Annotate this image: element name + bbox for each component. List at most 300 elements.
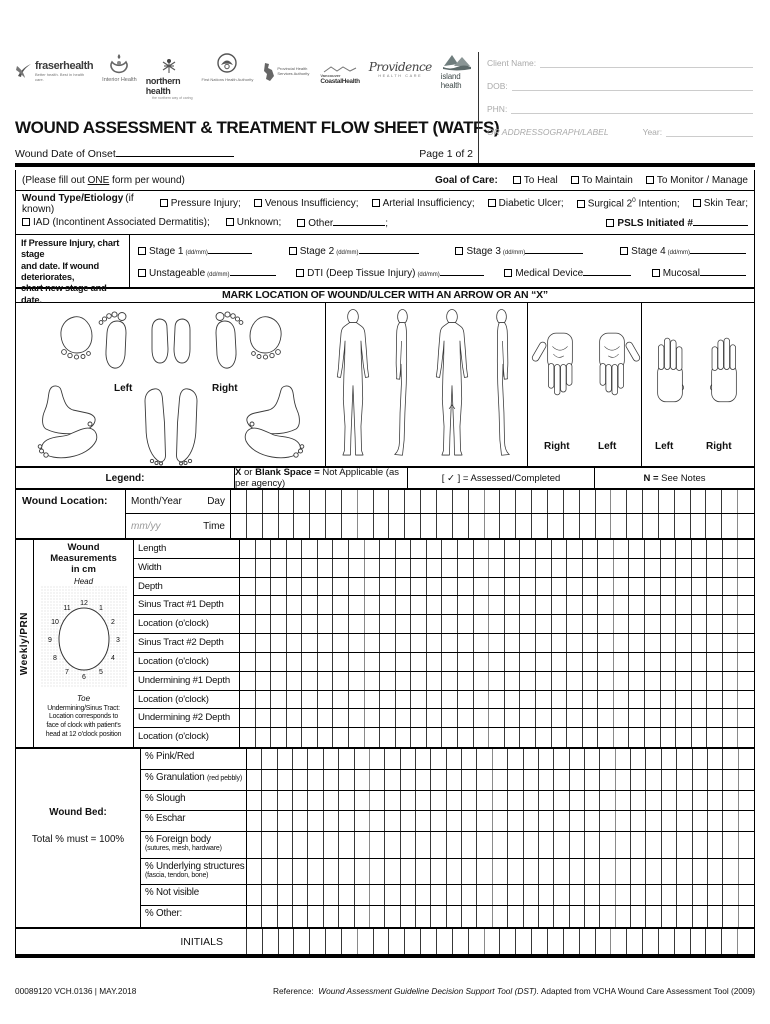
- grid-cell[interactable]: [342, 514, 358, 538]
- grid-cell[interactable]: [401, 832, 416, 858]
- grid-cell[interactable]: [324, 811, 339, 831]
- grid-cell[interactable]: [723, 709, 739, 727]
- grid-cell[interactable]: [598, 559, 614, 577]
- grid-cell[interactable]: [442, 672, 458, 690]
- grid-cell[interactable]: [643, 490, 659, 513]
- grid-cell[interactable]: [485, 929, 501, 954]
- grid-cell[interactable]: [631, 749, 646, 769]
- grid-cell[interactable]: [308, 770, 323, 790]
- grid-cell[interactable]: [333, 540, 349, 558]
- grid-cell[interactable]: [342, 929, 358, 954]
- grid-cell[interactable]: [661, 559, 677, 577]
- grid-cell[interactable]: [458, 578, 474, 596]
- grid-cell[interactable]: [339, 811, 354, 831]
- grid-cell[interactable]: [493, 832, 508, 858]
- medical-device-field[interactable]: [583, 266, 631, 276]
- grid-cell[interactable]: [355, 859, 370, 885]
- grid-cell[interactable]: [693, 906, 708, 927]
- grid-cell[interactable]: [585, 859, 600, 885]
- grid-cell[interactable]: [263, 490, 279, 513]
- grid-cell[interactable]: [645, 540, 661, 558]
- grid-cell[interactable]: [662, 749, 677, 769]
- grid-cell[interactable]: [493, 859, 508, 885]
- grid-cell[interactable]: [247, 749, 262, 769]
- grid-cell[interactable]: [520, 691, 536, 709]
- grid-cell[interactable]: [616, 791, 631, 811]
- grid-cell[interactable]: [738, 615, 754, 633]
- grid-cell[interactable]: [474, 672, 490, 690]
- grid-cell[interactable]: [477, 749, 492, 769]
- grid-cell[interactable]: [333, 709, 349, 727]
- grid-cell[interactable]: [287, 709, 303, 727]
- grid-cell[interactable]: [302, 615, 318, 633]
- grid-cell[interactable]: [477, 770, 492, 790]
- grid-cell[interactable]: [256, 596, 272, 614]
- grid-cell[interactable]: [380, 691, 396, 709]
- grid-cell[interactable]: [469, 929, 485, 954]
- grid-cell[interactable]: [707, 672, 723, 690]
- grid-cell[interactable]: [271, 596, 287, 614]
- stage-4-date-field[interactable]: [690, 244, 746, 254]
- grid-cell[interactable]: [738, 540, 754, 558]
- grid-cell[interactable]: [646, 770, 661, 790]
- grid-cell[interactable]: [365, 709, 381, 727]
- grid-cell[interactable]: [365, 559, 381, 577]
- grid-cell[interactable]: [358, 514, 374, 538]
- grid-cell[interactable]: [536, 540, 552, 558]
- grid-cell[interactable]: [693, 749, 708, 769]
- diabetic-ulcer-checkbox[interactable]: [488, 199, 496, 207]
- grid-cell[interactable]: [458, 653, 474, 671]
- grid-cell[interactable]: [442, 728, 458, 747]
- grid-cell[interactable]: [548, 514, 564, 538]
- grid-cell[interactable]: [349, 615, 365, 633]
- grid-cell[interactable]: [552, 634, 568, 652]
- grid-cell[interactable]: [676, 596, 692, 614]
- grid-cell[interactable]: [677, 791, 692, 811]
- grid-cell[interactable]: [614, 578, 630, 596]
- grid-cell[interactable]: [583, 691, 599, 709]
- grid-cell[interactable]: [536, 653, 552, 671]
- grid-cell[interactable]: [442, 596, 458, 614]
- grid-cell[interactable]: [247, 490, 263, 513]
- grid-cell[interactable]: [411, 615, 427, 633]
- stage-2-checkbox[interactable]: [289, 247, 297, 255]
- grid-cell[interactable]: [614, 634, 630, 652]
- grid-cell[interactable]: [318, 615, 334, 633]
- grid-cell[interactable]: [505, 691, 521, 709]
- grid-cell[interactable]: [627, 514, 643, 538]
- grid-cell[interactable]: [643, 929, 659, 954]
- grid-cell[interactable]: [293, 906, 308, 927]
- grid-cell[interactable]: [349, 578, 365, 596]
- grid-cell[interactable]: [508, 811, 523, 831]
- grid-cell[interactable]: [462, 791, 477, 811]
- psls-checkbox[interactable]: [606, 219, 614, 227]
- grid-cell[interactable]: [631, 859, 646, 885]
- grid-cell[interactable]: [676, 728, 692, 747]
- grid-cell[interactable]: [396, 559, 412, 577]
- grid-cell[interactable]: [302, 596, 318, 614]
- grid-cell[interactable]: [598, 596, 614, 614]
- grid-cell[interactable]: [365, 691, 381, 709]
- grid-cell[interactable]: [631, 791, 646, 811]
- grid-cell[interactable]: [411, 559, 427, 577]
- grid-cell[interactable]: [485, 490, 501, 513]
- grid-cell[interactable]: [629, 728, 645, 747]
- grid-cell[interactable]: [676, 615, 692, 633]
- grid-cell[interactable]: [318, 672, 334, 690]
- grid-cell[interactable]: [539, 885, 554, 905]
- grid-cell[interactable]: [629, 596, 645, 614]
- grid-cell[interactable]: [693, 885, 708, 905]
- grid-cell[interactable]: [374, 490, 390, 513]
- grid-cell[interactable]: [552, 540, 568, 558]
- grid-cell[interactable]: [677, 885, 692, 905]
- grid-cell[interactable]: [600, 859, 615, 885]
- grid-cell[interactable]: [308, 791, 323, 811]
- grid-cell[interactable]: [380, 578, 396, 596]
- grid-cell[interactable]: [355, 832, 370, 858]
- grid-cell[interactable]: [616, 906, 631, 927]
- grid-cell[interactable]: [661, 728, 677, 747]
- grid-cell[interactable]: [293, 885, 308, 905]
- grid-cell[interactable]: [401, 885, 416, 905]
- grid-cell[interactable]: [385, 885, 400, 905]
- grid-cell[interactable]: [401, 811, 416, 831]
- grid-cell[interactable]: [659, 929, 675, 954]
- other-field[interactable]: [333, 216, 385, 226]
- wound-date-field[interactable]: [116, 147, 234, 157]
- grid-cell[interactable]: [416, 811, 431, 831]
- grid-cell[interactable]: [278, 749, 293, 769]
- grid-cell[interactable]: [646, 885, 661, 905]
- grid-cell[interactable]: [469, 490, 485, 513]
- grid-cell[interactable]: [631, 811, 646, 831]
- grid-cell[interactable]: [520, 634, 536, 652]
- grid-cell[interactable]: [405, 929, 421, 954]
- grid-cell[interactable]: [676, 653, 692, 671]
- grid-cell[interactable]: [247, 906, 262, 927]
- grid-cell[interactable]: [677, 859, 692, 885]
- grid-cell[interactable]: [318, 691, 334, 709]
- grid-cell[interactable]: [302, 578, 318, 596]
- grid-cell[interactable]: [458, 634, 474, 652]
- grid-cell[interactable]: [629, 653, 645, 671]
- grid-cell[interactable]: [693, 832, 708, 858]
- grid-cell[interactable]: [552, 709, 568, 727]
- grid-cell[interactable]: [380, 540, 396, 558]
- grid-cell[interactable]: [567, 615, 583, 633]
- grid-cell[interactable]: [247, 770, 262, 790]
- grid-cell[interactable]: [474, 653, 490, 671]
- grid-cell[interactable]: [564, 514, 580, 538]
- grid-cell[interactable]: [349, 540, 365, 558]
- grid-cell[interactable]: [614, 653, 630, 671]
- grid-cell[interactable]: [271, 653, 287, 671]
- grid-cell[interactable]: [442, 691, 458, 709]
- grid-cell[interactable]: [524, 832, 539, 858]
- grid-cell[interactable]: [385, 770, 400, 790]
- grid-cell[interactable]: [723, 885, 738, 905]
- grid-cell[interactable]: [349, 596, 365, 614]
- grid-cell[interactable]: [458, 672, 474, 690]
- grid-cell[interactable]: [508, 791, 523, 811]
- grid-cell[interactable]: [333, 578, 349, 596]
- grid-cell[interactable]: [598, 578, 614, 596]
- grid-cell[interactable]: [489, 653, 505, 671]
- grid-cell[interactable]: [614, 672, 630, 690]
- grid-cell[interactable]: [349, 672, 365, 690]
- grid-cell[interactable]: [256, 578, 272, 596]
- grid-cell[interactable]: [520, 728, 536, 747]
- grid-cell[interactable]: [411, 540, 427, 558]
- grid-cell[interactable]: [629, 615, 645, 633]
- grid-cell[interactable]: [240, 540, 256, 558]
- grid-cell[interactable]: [567, 672, 583, 690]
- grid-cell[interactable]: [676, 634, 692, 652]
- grid-cell[interactable]: [691, 514, 707, 538]
- grid-cell[interactable]: [374, 929, 390, 954]
- grid-cell[interactable]: [262, 859, 277, 885]
- grid-cell[interactable]: [520, 578, 536, 596]
- dti-checkbox[interactable]: [296, 269, 304, 277]
- grid-cell[interactable]: [256, 653, 272, 671]
- grid-cell[interactable]: [287, 653, 303, 671]
- year-field[interactable]: [666, 128, 753, 137]
- grid-cell[interactable]: [294, 490, 310, 513]
- grid-cell[interactable]: [302, 559, 318, 577]
- grid-cell[interactable]: [539, 811, 554, 831]
- grid-cell[interactable]: [552, 615, 568, 633]
- grid-cell[interactable]: [380, 559, 396, 577]
- grid-cell[interactable]: [411, 578, 427, 596]
- grid-cell[interactable]: [661, 691, 677, 709]
- grid-cell[interactable]: [536, 615, 552, 633]
- grid-cell[interactable]: [692, 691, 708, 709]
- grid-cell[interactable]: [401, 859, 416, 885]
- grid-cell[interactable]: [318, 709, 334, 727]
- grid-cell[interactable]: [333, 634, 349, 652]
- grid-cell[interactable]: [708, 749, 723, 769]
- palm-hands-panel[interactable]: [528, 303, 642, 466]
- grid-cell[interactable]: [401, 791, 416, 811]
- grid-cell[interactable]: [708, 859, 723, 885]
- grid-cell[interactable]: [520, 540, 536, 558]
- grid-cell[interactable]: [477, 859, 492, 885]
- grid-cell[interactable]: [401, 770, 416, 790]
- grid-cell[interactable]: [631, 770, 646, 790]
- grid-cell[interactable]: [708, 885, 723, 905]
- grid-cell[interactable]: [427, 559, 443, 577]
- grid-cell[interactable]: [692, 672, 708, 690]
- grid-cell[interactable]: [339, 749, 354, 769]
- grid-cell[interactable]: [389, 514, 405, 538]
- grid-cell[interactable]: [247, 811, 262, 831]
- grid-cell[interactable]: [462, 749, 477, 769]
- grid-cell[interactable]: [645, 634, 661, 652]
- grid-cell[interactable]: [380, 596, 396, 614]
- grid-cell[interactable]: [447, 811, 462, 831]
- unstageable-checkbox[interactable]: [138, 269, 146, 277]
- grid-cell[interactable]: [411, 634, 427, 652]
- grid-cell[interactable]: [294, 929, 310, 954]
- grid-cell[interactable]: [287, 540, 303, 558]
- grid-cell[interactable]: [349, 691, 365, 709]
- dorsal-hands-panel[interactable]: [642, 303, 754, 466]
- grid-cell[interactable]: [240, 615, 256, 633]
- grid-cell[interactable]: [442, 540, 458, 558]
- grid-cell[interactable]: [629, 559, 645, 577]
- grid-cell[interactable]: [646, 749, 661, 769]
- grid-cell[interactable]: [489, 691, 505, 709]
- grid-cell[interactable]: [411, 691, 427, 709]
- grid-cell[interactable]: [627, 490, 643, 513]
- grid-cell[interactable]: [355, 770, 370, 790]
- pressure-injury-checkbox[interactable]: [160, 199, 168, 207]
- grid-cell[interactable]: [532, 929, 548, 954]
- stage-3-date-field[interactable]: [525, 244, 583, 254]
- grid-cell[interactable]: [676, 559, 692, 577]
- grid-cell[interactable]: [738, 596, 754, 614]
- grid-cell[interactable]: [722, 490, 738, 513]
- grid-cell[interactable]: [380, 728, 396, 747]
- to-monitor-checkbox[interactable]: [646, 176, 654, 184]
- grid-cell[interactable]: [447, 791, 462, 811]
- grid-cell[interactable]: [646, 811, 661, 831]
- grid-cell[interactable]: [333, 596, 349, 614]
- grid-cell[interactable]: [614, 559, 630, 577]
- unstageable-date-field[interactable]: [230, 266, 276, 276]
- grid-cell[interactable]: [349, 653, 365, 671]
- grid-cell[interactable]: [627, 929, 643, 954]
- grid-cell[interactable]: [339, 770, 354, 790]
- grid-cell[interactable]: [416, 859, 431, 885]
- grid-cell[interactable]: [567, 559, 583, 577]
- grid-cell[interactable]: [385, 791, 400, 811]
- grid-cell[interactable]: [447, 832, 462, 858]
- grid-cell[interactable]: [489, 728, 505, 747]
- grid-cell[interactable]: [247, 929, 263, 954]
- grid-cell[interactable]: [536, 634, 552, 652]
- grid-cell[interactable]: [600, 749, 615, 769]
- grid-cell[interactable]: [536, 672, 552, 690]
- grid-cell[interactable]: [339, 906, 354, 927]
- grid-cell[interactable]: [611, 929, 627, 954]
- grid-cell[interactable]: [676, 672, 692, 690]
- grid-cell[interactable]: [661, 634, 677, 652]
- grid-cell[interactable]: [278, 885, 293, 905]
- grid-cell[interactable]: [707, 634, 723, 652]
- grid-cell[interactable]: [324, 859, 339, 885]
- grid-cell[interactable]: [723, 749, 738, 769]
- grid-cell[interactable]: [278, 906, 293, 927]
- grid-cell[interactable]: [271, 728, 287, 747]
- mucosal-checkbox[interactable]: [652, 269, 660, 277]
- grid-cell[interactable]: [676, 709, 692, 727]
- grid-cell[interactable]: [396, 653, 412, 671]
- dob-field[interactable]: [512, 82, 753, 91]
- grid-cell[interactable]: [552, 653, 568, 671]
- grid-cell[interactable]: [524, 749, 539, 769]
- grid-cell[interactable]: [677, 749, 692, 769]
- grid-cell[interactable]: [339, 791, 354, 811]
- grid-cell[interactable]: [396, 615, 412, 633]
- grid-cell[interactable]: [278, 832, 293, 858]
- grid-cell[interactable]: [554, 791, 569, 811]
- grid-cell[interactable]: [240, 578, 256, 596]
- grid-cell[interactable]: [365, 728, 381, 747]
- grid-cell[interactable]: [469, 514, 485, 538]
- grid-cell[interactable]: [629, 634, 645, 652]
- grid-cell[interactable]: [263, 514, 279, 538]
- arterial-insufficiency-checkbox[interactable]: [372, 199, 380, 207]
- grid-cell[interactable]: [585, 749, 600, 769]
- grid-cell[interactable]: [707, 578, 723, 596]
- grid-cell[interactable]: [554, 859, 569, 885]
- grid-cell[interactable]: [662, 770, 677, 790]
- grid-cell[interactable]: [447, 885, 462, 905]
- grid-cell[interactable]: [583, 596, 599, 614]
- grid-cell[interactable]: [600, 770, 615, 790]
- grid-cell[interactable]: [707, 728, 723, 747]
- grid-cell[interactable]: [585, 770, 600, 790]
- grid-cell[interactable]: [324, 906, 339, 927]
- grid-cell[interactable]: [294, 514, 310, 538]
- grid-cell[interactable]: [447, 859, 462, 885]
- grid-cell[interactable]: [707, 615, 723, 633]
- grid-cell[interactable]: [411, 728, 427, 747]
- grid-cell[interactable]: [675, 490, 691, 513]
- grid-cell[interactable]: [661, 540, 677, 558]
- grid-cell[interactable]: [293, 770, 308, 790]
- grid-cell[interactable]: [611, 490, 627, 513]
- grid-cell[interactable]: [271, 540, 287, 558]
- to-maintain-checkbox[interactable]: [571, 176, 579, 184]
- grid-cell[interactable]: [583, 540, 599, 558]
- grid-cell[interactable]: [552, 728, 568, 747]
- grid-cell[interactable]: [567, 540, 583, 558]
- grid-cell[interactable]: [614, 540, 630, 558]
- grid-cell[interactable]: [401, 749, 416, 769]
- grid-cell[interactable]: [598, 615, 614, 633]
- grid-cell[interactable]: [738, 559, 754, 577]
- grid-cell[interactable]: [505, 672, 521, 690]
- grid-cell[interactable]: [427, 578, 443, 596]
- grid-cell[interactable]: [427, 596, 443, 614]
- grid-cell[interactable]: [489, 596, 505, 614]
- grid-cell[interactable]: [287, 578, 303, 596]
- grid-cell[interactable]: [723, 634, 739, 652]
- grid-cell[interactable]: [675, 929, 691, 954]
- grid-cell[interactable]: [661, 596, 677, 614]
- grid-cell[interactable]: [339, 885, 354, 905]
- grid-cell[interactable]: [524, 859, 539, 885]
- grid-cell[interactable]: [302, 709, 318, 727]
- grid-cell[interactable]: [505, 634, 521, 652]
- other-checkbox[interactable]: [297, 219, 305, 227]
- skin-tear-checkbox[interactable]: [693, 199, 701, 207]
- grid-cell[interactable]: [722, 929, 738, 954]
- grid-cell[interactable]: [739, 791, 754, 811]
- grid-cell[interactable]: [458, 691, 474, 709]
- grid-cell[interactable]: [524, 811, 539, 831]
- grid-cell[interactable]: [385, 832, 400, 858]
- grid-cell[interactable]: [552, 578, 568, 596]
- grid-cell[interactable]: [505, 615, 521, 633]
- grid-cell[interactable]: [458, 540, 474, 558]
- grid-cell[interactable]: [416, 885, 431, 905]
